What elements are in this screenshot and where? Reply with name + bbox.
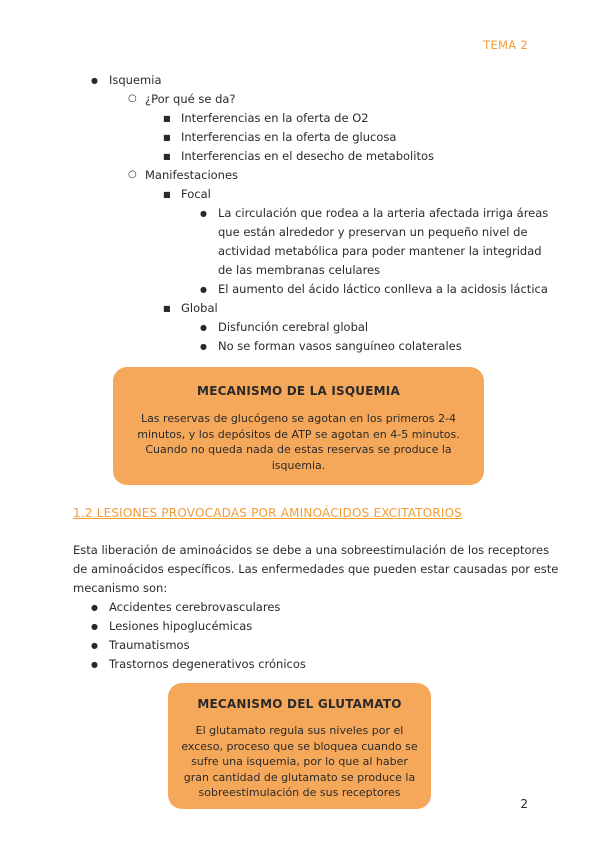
callout-isquemia	[113, 367, 484, 485]
callout-line: sufre una isquemia, por lo que al haber	[191, 755, 408, 768]
callout-line: Cuando no queda nada de estas reservas se produce la	[145, 443, 452, 456]
list-item-global: ■ Global	[181, 299, 218, 318]
callout-line: sobreestimulación de sus receptores	[198, 786, 401, 799]
callout-title: MECANISMO DEL GLUTAMATO	[197, 697, 402, 711]
list-item-disease: ● Accidentes cerebrovasculares	[109, 598, 280, 617]
focal-point-line: de las membranas celulares	[218, 263, 381, 277]
paragraph-line: Esta liberación de aminoácidos se debe a una sobreestimulación de los receptores	[73, 543, 550, 557]
paragraph-line: de aminoácidos específicos. Las enfermedades que pueden estar causadas por este	[73, 562, 559, 576]
callout-line: minutos, y los depósitos de ATP se agotan en 4-5 minutos.	[137, 427, 460, 441]
callout-body	[113, 411, 484, 473]
list-item-global-point: ● Disfunción cerebral global	[218, 318, 368, 337]
callout-title: MECANISMO DE LA ISQUEMIA	[197, 384, 400, 398]
list-item-por-que: ○ ¿Por qué se da?	[145, 90, 236, 109]
list-item-focal-point: ● El aumento del ácido láctico conlleva a la acidosis láctica	[218, 280, 548, 299]
header-tag: TEMA 2	[483, 38, 528, 52]
list-item-disease: ● Lesiones hipoglucémicas	[109, 617, 252, 636]
list-item-global-point: ● No se forman vasos sanguíneo colaterales	[218, 337, 462, 356]
callout-line: gran cantidad de glutamato se produce la	[183, 770, 416, 784]
list-item-cause: ■ Interferencias en la oferta de O2	[181, 109, 369, 128]
list-item-cause: ■ Interferencias en el desecho de metabolitos	[181, 147, 434, 166]
callout-line: El glutamato regula sus niveles por el	[195, 724, 404, 737]
section-heading: 1.2 LESIONES PROVOCADAS POR AMINOÁCIDOS EXCITATORIOS	[73, 506, 463, 520]
list-item-isquemia: ● Isquemia	[109, 71, 162, 90]
list-item-disease: ● Traumatismos	[109, 636, 190, 655]
callout-line: Las reservas de glucógeno se agotan en los primeros 2-4	[140, 412, 457, 425]
callout-line: isquemia.	[271, 458, 326, 472]
list-item-manifestaciones: ○ Manifestaciones	[145, 166, 238, 185]
focal-point-line: actividad metabólica para poder mantener la integridad	[218, 244, 542, 258]
list-item-focal: ■ Focal	[181, 185, 211, 204]
callout-line: exceso, proceso que se bloquea cuando se	[181, 739, 418, 753]
callout-body	[168, 723, 431, 801]
list-item-focal-point	[218, 204, 548, 280]
list-item-disease: ● Trastornos degenerativos crónicos	[109, 655, 306, 674]
callout-glutamato	[168, 683, 431, 809]
page-number: 2	[520, 797, 528, 811]
paragraph-line: mecanismo son:	[73, 581, 168, 595]
focal-point-line: ● La circulación que rodea a la arteria afectada irriga áreas	[218, 206, 549, 220]
list-item-cause: ■ Interferencias en la oferta de glucosa	[181, 128, 396, 147]
focal-point-line: que están alrededor y preservan un pequeño nivel de	[218, 225, 528, 239]
